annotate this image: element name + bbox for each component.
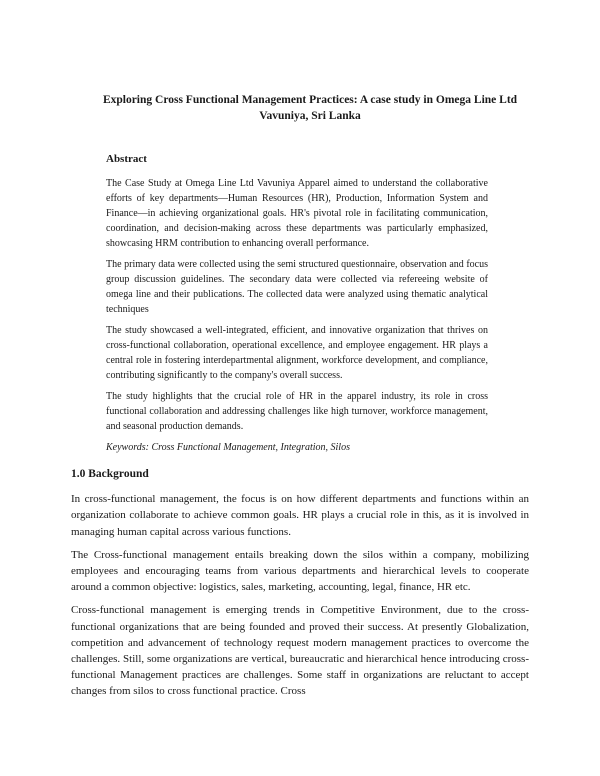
body-paragraph: Cross-functional management is emerging trends in Competitive Environment, due to the cross-functional organizations that are being founded and proved their success. At presently Globalization, competition and advancement of technology request modern management practices to overcome the challenges. Still, some organizations are vertical, bureaucratic and hierarchical hence introducing cross-functional Management practices are challenges. Some staff in organizations are reluctant to accept changes from silos to cross functional practice. Cross: [71, 604, 529, 698]
abstract-section: [106, 152, 488, 461]
keywords: Keywords: Cross Functional Management, Integration, Silos: [106, 442, 350, 453]
paper-title-line-2: Vavuniya, Sri Lanka: [259, 110, 361, 122]
abstract-paragraph: The Case Study at Omega Line Ltd Vavuniya Apparel aimed to understand the collaborative efforts of key departments—Human Resources (HR), Production, Information System and Finance—in achieving organizational goals. HR's pivotal role in facilitating communication, coordination, and decision-making across these departments was particularly emphasized, showcasing HRM contribution to enhancing overall performance.: [106, 178, 488, 249]
body-paragraph: The Cross-functional management entails breaking down the silos within a company, mobilizing employees and encouraging teams from various departments and hierarchical levels to cooperate around a common objective: logistics, sales, marketing, accounting, legal, finance, HR etc.: [71, 548, 529, 594]
abstract-paragraph: The study showcased a well-integrated, efficient, and innovative organization that thrives on cross-functional collaboration, operational excellence, and employee engagement. HR plays a central role in fostering interdepartmental alignment, workforce development, and compliance, contributing significantly to the company's overall success.: [106, 325, 488, 381]
abstract-heading: Abstract: [106, 153, 147, 165]
section-heading: 1.0 Background: [71, 468, 149, 480]
paper-title: [60, 92, 560, 124]
body-paragraph: In cross-functional management, the focus is on how different departments and functions within an organization collaborate to achieve common goals. HR plays a crucial role in this, as it is involved in managing human capital across various functions.: [71, 493, 529, 538]
abstract-paragraph: The primary data were collected using the semi structured questionnaire, observation and focus group discussion guidelines. The secondary data were collected via refereeing website of omega line and their publications. The collected data were analyzed using thematic analytical techniques: [106, 259, 488, 315]
paper-title-line-1: Exploring Cross Functional Management Practices: A case study in Omega Line Ltd: [102, 94, 518, 106]
abstract-paragraph: The study highlights that the crucial role of HR in the apparel industry, its role in cross functional collaboration and addressing challenges like high turnover, workforce management, and seasonal production demands.: [106, 391, 488, 432]
background-section: [71, 466, 529, 707]
